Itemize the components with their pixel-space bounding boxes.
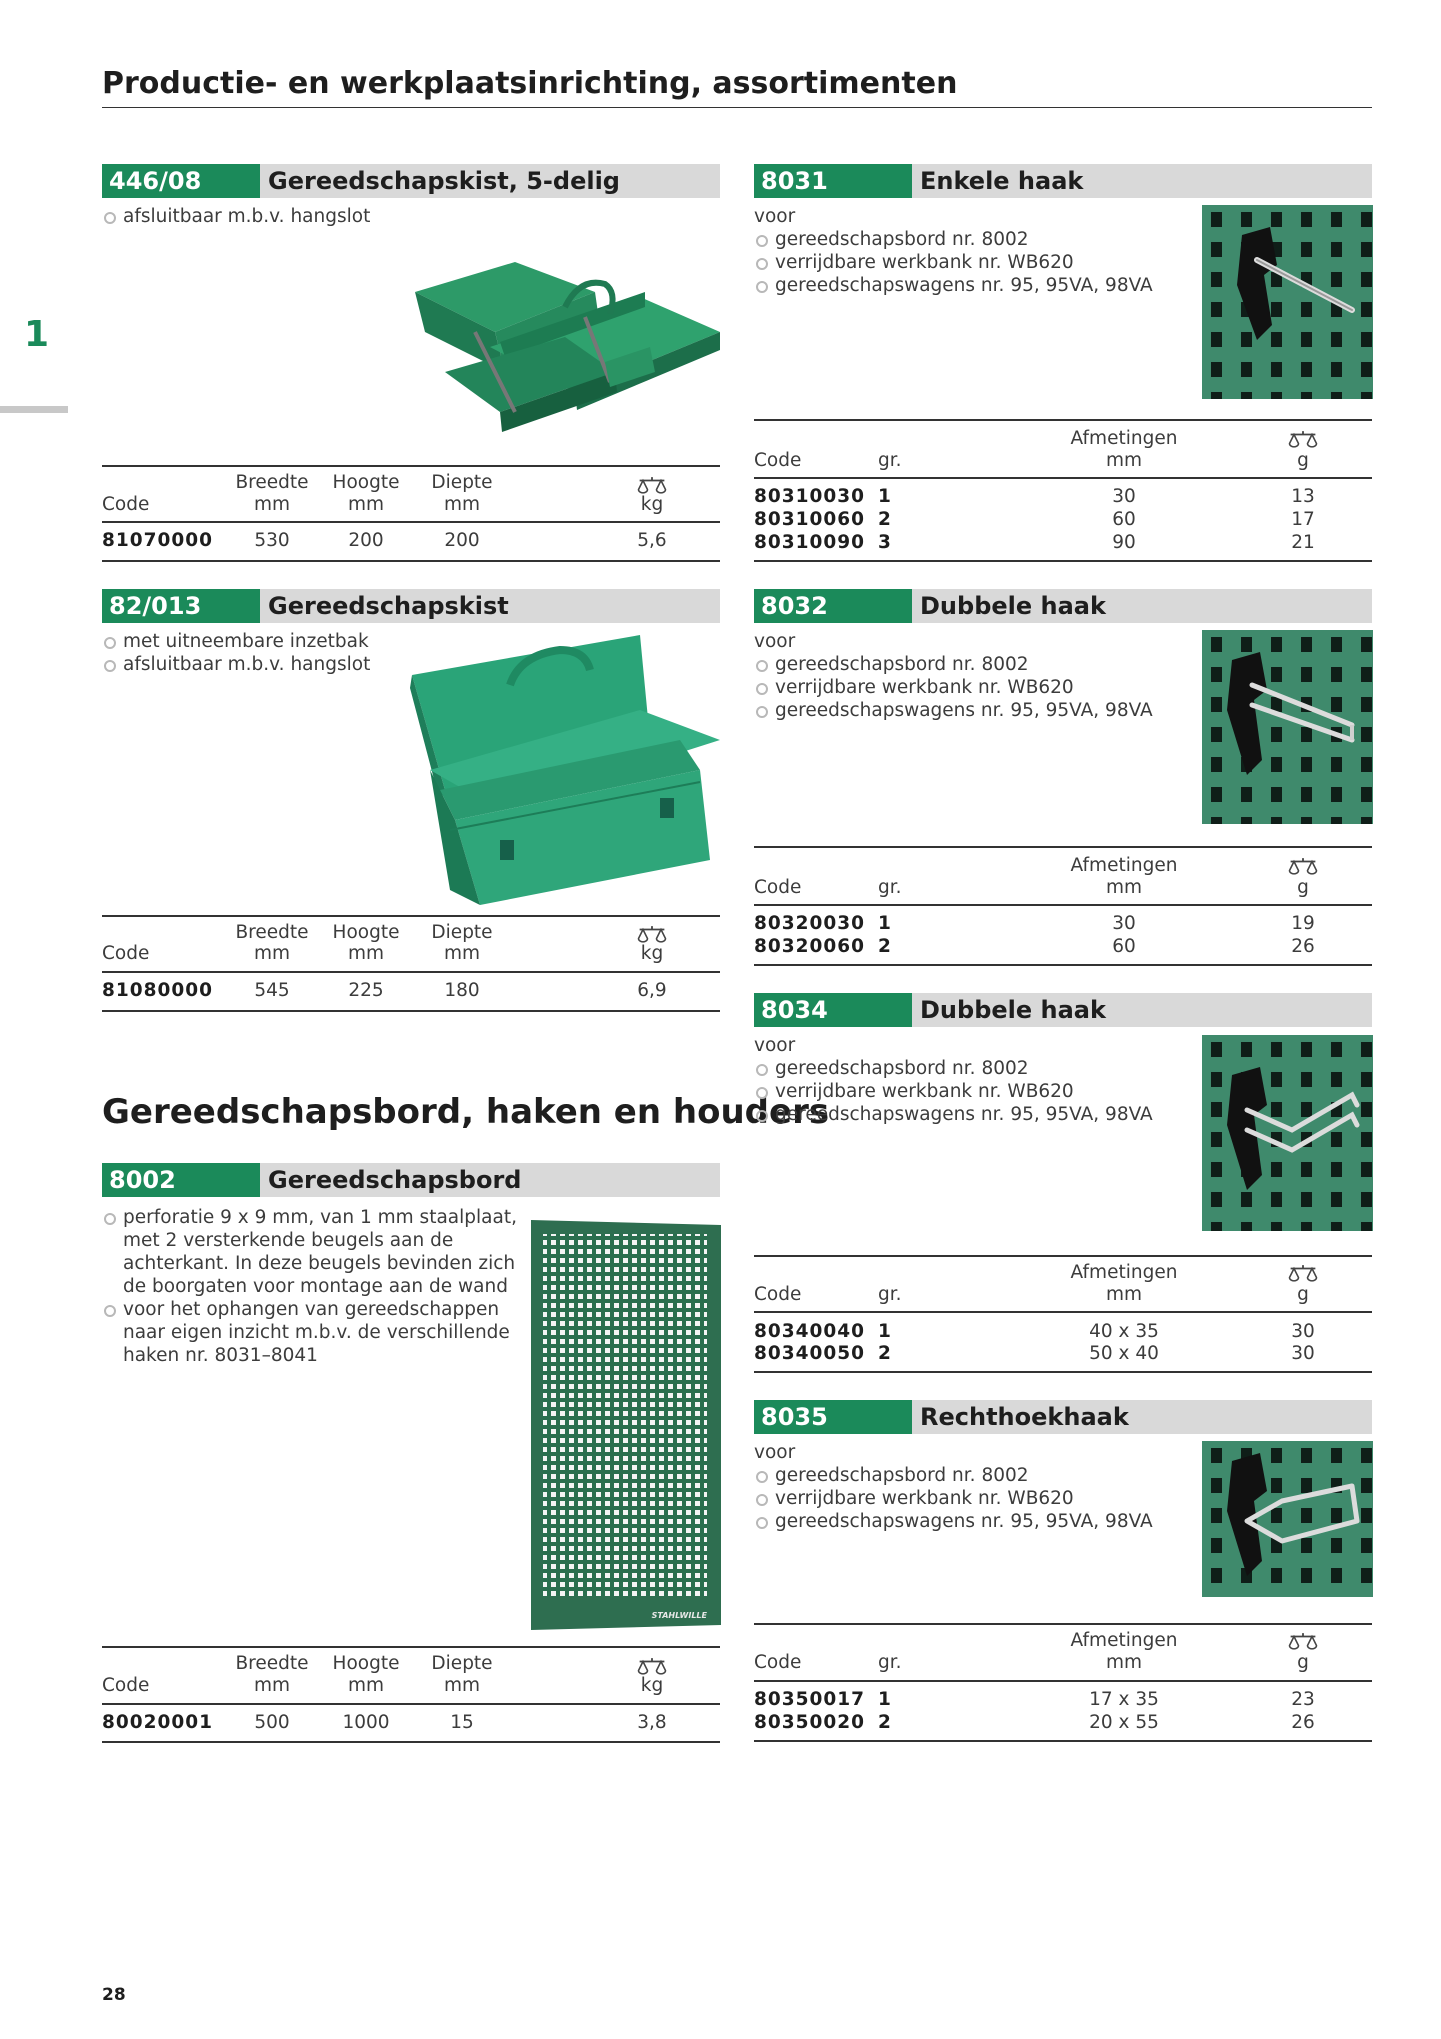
product-code: 8002 <box>102 1163 260 1197</box>
row-code: 80320060 <box>754 936 865 957</box>
single-hook-image <box>1202 205 1373 399</box>
row-gewicht: 21 <box>1291 532 1315 553</box>
row-gr: 2 <box>878 1343 892 1364</box>
row-gewicht: 17 <box>1291 509 1315 530</box>
product-features-8002 <box>102 1206 522 1367</box>
brand-label: STAHLWILLE <box>651 1611 707 1620</box>
spec-table-8031 <box>754 419 1372 563</box>
voor-label: voor <box>754 1035 796 1056</box>
section-title: Gereedschapsbord, haken en houders <box>102 1092 830 1132</box>
feature-item: gereedschapswagens nr. 95, 95VA, 98VA <box>754 1510 1174 1533</box>
row-gewicht: 19 <box>1291 913 1315 934</box>
col-header-gr: gr. <box>878 450 902 471</box>
col-header-afmetingen: Afmetingen <box>1070 1630 1178 1651</box>
product-code: 8031 <box>754 164 912 198</box>
page-title: Productie- en werkplaatsinrichting, assortimenten <box>102 66 958 101</box>
weight-scale-icon <box>636 925 668 943</box>
row-breedte: 545 <box>254 980 290 1001</box>
feature-item: verrijdbare werkbank nr. WB620 <box>754 1487 1174 1510</box>
col-header-gr: gr. <box>878 1652 902 1673</box>
row-gewicht: 3,8 <box>637 1712 667 1733</box>
product-code: 8032 <box>754 589 912 623</box>
product-code: 8035 <box>754 1400 912 1434</box>
row-code: 80310030 <box>754 486 865 507</box>
product-features-82-013 <box>102 630 402 676</box>
col-unit-mm: mm <box>253 943 291 964</box>
col-header-hoogte: Hoogte <box>332 472 400 493</box>
row-gewicht: 23 <box>1291 1689 1315 1710</box>
col-header-gr: gr. <box>878 1284 902 1305</box>
product-code: 446/08 <box>102 164 260 198</box>
feature-item: verrijdbare werkbank nr. WB620 <box>754 251 1174 274</box>
col-header-code: Code <box>102 943 150 964</box>
row-gr: 1 <box>878 1321 892 1342</box>
row-gr: 2 <box>878 509 892 530</box>
row-code: 80320030 <box>754 913 865 934</box>
product-name: Enkele haak <box>920 167 1084 195</box>
product-code: 82/013 <box>102 589 260 623</box>
col-unit-mm: mm <box>1105 1652 1143 1673</box>
row-code: 80310060 <box>754 509 865 530</box>
col-header-code: Code <box>102 494 150 515</box>
feature-item: met uitneembare inzetbak <box>102 630 402 653</box>
row-afmetingen: 40 x 35 <box>1089 1321 1159 1342</box>
row-gewicht: 26 <box>1291 1712 1315 1733</box>
product-name: Dubbele haak <box>920 592 1106 620</box>
col-header-code: Code <box>754 877 802 898</box>
row-code: 80340040 <box>754 1321 865 1342</box>
col-header-breedte: Breedte <box>235 1653 309 1674</box>
col-header-hoogte: Hoogte <box>332 922 400 943</box>
row-afmetingen: 60 <box>1112 936 1136 957</box>
col-header-afmetingen: Afmetingen <box>1070 428 1178 449</box>
weight-scale-icon <box>1287 1264 1319 1282</box>
col-unit-g: g <box>1297 1284 1309 1305</box>
row-breedte: 530 <box>254 530 290 551</box>
rectangle-hook-image <box>1202 1441 1373 1597</box>
row-code: 80020001 <box>102 1712 213 1733</box>
feature-item: afsluitbaar m.b.v. hangslot <box>102 205 382 228</box>
col-unit-mm: mm <box>347 1675 385 1696</box>
row-gr: 1 <box>878 486 892 507</box>
col-unit-mm: mm <box>347 494 385 515</box>
toolbox-lid-image <box>410 630 722 908</box>
col-unit-mm: mm <box>253 1675 291 1696</box>
row-diepte: 180 <box>444 980 480 1001</box>
col-header-gr: gr. <box>878 877 902 898</box>
product-code: 8034 <box>754 993 912 1027</box>
product-features-8035 <box>754 1441 1174 1533</box>
double-hook-image <box>1202 630 1373 824</box>
col-unit-mm: mm <box>1105 1284 1143 1305</box>
voor-label: voor <box>754 206 796 227</box>
row-hoogte: 1000 <box>342 1712 390 1733</box>
col-unit-g: g <box>1297 450 1309 471</box>
chapter-number: 1 <box>24 314 50 355</box>
col-unit-kg: kg <box>640 943 664 964</box>
product-header-8035 <box>754 1400 1372 1434</box>
weight-scale-icon <box>1287 1632 1319 1650</box>
col-header-code: Code <box>102 1675 150 1696</box>
row-hoogte: 225 <box>348 980 384 1001</box>
feature-item: afsluitbaar m.b.v. hangslot <box>102 653 402 676</box>
col-header-hoogte: Hoogte <box>332 1653 400 1674</box>
weight-scale-icon <box>1287 857 1319 875</box>
row-afmetingen: 17 x 35 <box>1089 1689 1159 1710</box>
col-header-diepte: Diepte <box>431 922 493 943</box>
col-unit-g: g <box>1297 877 1309 898</box>
double-hook-bent-image <box>1202 1035 1373 1231</box>
feature-item: gereedschapsbord nr. 8002 <box>754 228 1174 251</box>
weight-scale-icon <box>636 476 668 494</box>
product-header-82-013 <box>102 589 720 623</box>
row-breedte: 500 <box>254 1712 290 1733</box>
product-features-446-08 <box>102 205 382 228</box>
col-unit-mm: mm <box>443 494 481 515</box>
row-gewicht: 5,6 <box>637 530 667 551</box>
row-diepte: 15 <box>450 1712 474 1733</box>
feature-item: gereedschapsbord nr. 8002 <box>754 653 1174 676</box>
row-afmetingen: 30 <box>1112 913 1136 934</box>
row-afmetingen: 20 x 55 <box>1089 1712 1159 1733</box>
feature-item: perforatie 9 x 9 mm, van 1 mm staalplaat, met 2 versterkende beugels aan de achterkant. In deze beugels bevinden zich de boorgaten voor montage aan de wand <box>102 1206 522 1298</box>
col-header-code: Code <box>754 1652 802 1673</box>
product-name: Rechthoekhaak <box>920 1403 1129 1431</box>
spec-table-82-013 <box>102 915 720 1012</box>
col-unit-mm: mm <box>1105 450 1143 471</box>
page-header <box>102 66 1372 108</box>
row-code: 80310090 <box>754 532 865 553</box>
voor-label: voor <box>754 1442 796 1463</box>
col-unit-g: g <box>1297 1652 1309 1673</box>
row-code: 81070000 <box>102 530 213 551</box>
row-code: 80340050 <box>754 1343 865 1364</box>
col-header-diepte: Diepte <box>431 1653 493 1674</box>
col-header-afmetingen: Afmetingen <box>1070 855 1178 876</box>
product-name: Gereedschapsbord <box>268 1166 522 1194</box>
feature-item: gereedschapswagens nr. 95, 95VA, 98VA <box>754 699 1174 722</box>
row-afmetingen: 90 <box>1112 532 1136 553</box>
row-gr: 3 <box>878 532 892 553</box>
spec-table-8035 <box>754 1623 1372 1743</box>
row-code: 80350017 <box>754 1689 865 1710</box>
row-afmetingen: 50 x 40 <box>1089 1343 1159 1364</box>
col-unit-mm: mm <box>347 943 385 964</box>
feature-item: gereedschapswagens nr. 95, 95VA, 98VA <box>754 274 1174 297</box>
row-diepte: 200 <box>444 530 480 551</box>
feature-item: gereedschapsbord nr. 8002 <box>754 1464 1174 1487</box>
col-unit-kg: kg <box>640 494 664 515</box>
feature-item: gereedschapswagens nr. 95, 95VA, 98VA <box>754 1103 1174 1126</box>
product-features-8032 <box>754 630 1174 722</box>
row-gr: 2 <box>878 936 892 957</box>
row-gewicht: 13 <box>1291 486 1315 507</box>
col-header-code: Code <box>754 450 802 471</box>
product-header-8002 <box>102 1163 720 1197</box>
feature-item: gereedschapsbord nr. 8002 <box>754 1057 1174 1080</box>
product-name: Dubbele haak <box>920 996 1106 1024</box>
product-features-8031 <box>754 205 1174 297</box>
col-header-code: Code <box>754 1284 802 1305</box>
col-header-afmetingen: Afmetingen <box>1070 1262 1178 1283</box>
col-header-breedte: Breedte <box>235 472 309 493</box>
col-header-breedte: Breedte <box>235 922 309 943</box>
weight-scale-icon <box>636 1657 668 1675</box>
col-unit-mm: mm <box>443 1675 481 1696</box>
feature-item: verrijdbare werkbank nr. WB620 <box>754 676 1174 699</box>
product-header-8031 <box>754 164 1372 198</box>
row-hoogte: 200 <box>348 530 384 551</box>
col-header-diepte: Diepte <box>431 472 493 493</box>
product-header-8032 <box>754 589 1372 623</box>
row-code: 81080000 <box>102 980 213 1001</box>
row-code: 80350020 <box>754 1712 865 1733</box>
product-header-446-08 <box>102 164 720 198</box>
row-gewicht: 6,9 <box>637 980 667 1001</box>
row-gewicht: 26 <box>1291 936 1315 957</box>
row-gewicht: 30 <box>1291 1321 1315 1342</box>
spec-table-446-08 <box>102 465 720 562</box>
col-unit-mm: mm <box>443 943 481 964</box>
product-name: Gereedschapskist, 5-delig <box>268 167 620 195</box>
spec-table-8034 <box>754 1255 1372 1375</box>
col-unit-mm: mm <box>1105 877 1143 898</box>
feature-item: verrijdbare werkbank nr. WB620 <box>754 1080 1174 1103</box>
product-header-8034 <box>754 993 1372 1027</box>
col-unit-mm: mm <box>253 494 291 515</box>
row-afmetingen: 60 <box>1112 509 1136 530</box>
product-name: Gereedschapskist <box>268 592 509 620</box>
chapter-marker <box>0 406 68 413</box>
feature-item: voor het ophangen van gereedschappen naar eigen inzicht m.b.v. de verschillende haken nr. 8031–8041 <box>102 1298 522 1367</box>
row-gr: 1 <box>878 1689 892 1710</box>
row-gr: 2 <box>878 1712 892 1733</box>
product-features-8034 <box>754 1034 1174 1126</box>
weight-scale-icon <box>1287 430 1319 448</box>
spec-table-8002 <box>102 1646 720 1743</box>
spec-table-8032 <box>754 846 1372 966</box>
row-gr: 1 <box>878 913 892 934</box>
page-number: 28 <box>102 1985 126 2005</box>
voor-label: voor <box>754 631 796 652</box>
col-unit-kg: kg <box>640 1675 664 1696</box>
toolbox-cantilever-image <box>405 222 725 437</box>
row-afmetingen: 30 <box>1112 486 1136 507</box>
row-gewicht: 30 <box>1291 1343 1315 1364</box>
tool-board-image <box>531 1220 721 1630</box>
